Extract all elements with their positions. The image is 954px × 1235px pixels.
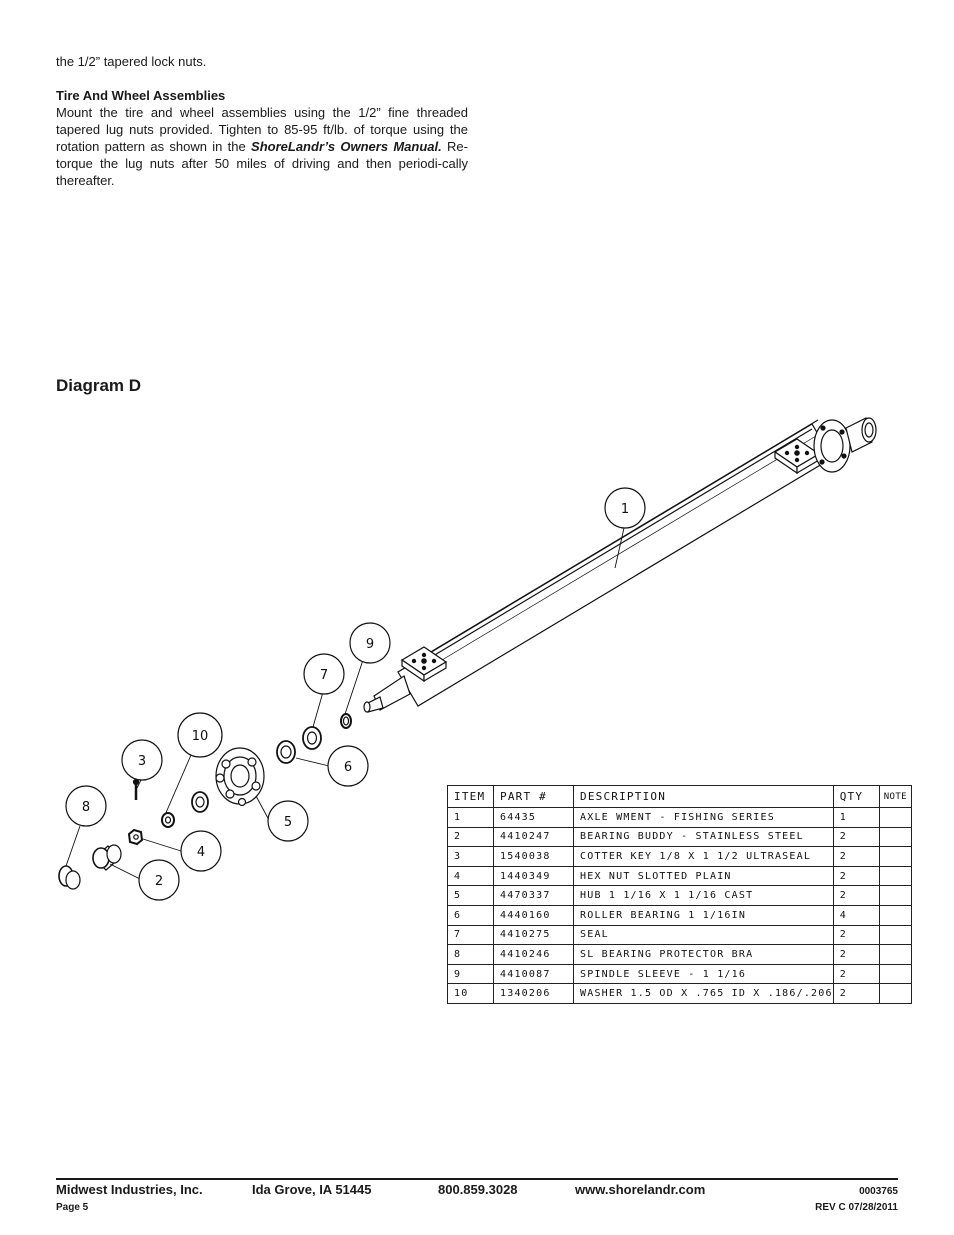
footer-page-number: Page 5 — [56, 1202, 89, 1213]
diagram-title: Diagram D — [56, 376, 142, 395]
spindle-sleeve-part — [341, 714, 351, 728]
body-text-start: Mount the tire and wheel assemblies using the 1/2” fine threaded tapered lug nuts provided. Tighten to 85-95 ft/lb. of torque using the rotation pattern as shown in the — [56, 105, 468, 154]
bearing-buddy-part — [93, 845, 121, 870]
axle-beam — [398, 420, 832, 706]
header-part-number: PART # — [494, 786, 574, 808]
cell-qty: 2 — [833, 945, 879, 965]
cell-qty: 2 — [833, 984, 879, 1004]
bearing-protector-part — [59, 866, 80, 889]
callout-label-8: 8 — [81, 800, 91, 815]
cell-description: HEX NUT SLOTTED PLAIN — [574, 866, 834, 886]
cell-note — [879, 905, 911, 925]
cell-item: 7 — [448, 925, 494, 945]
footer-phone: 800.859.3028 — [438, 1182, 518, 1197]
cell-description: AXLE WMENT - FISHING SERIES — [574, 808, 834, 828]
washer-part — [192, 792, 208, 812]
owners-manual-reference: ShoreLandr’s Owners Manual. — [251, 139, 442, 154]
cell-description: SL BEARING PROTECTOR BRA — [574, 945, 834, 965]
callout-label-1: 1 — [620, 502, 630, 517]
cell-qty: 4 — [833, 905, 879, 925]
table-row — [448, 827, 912, 847]
header-note: NOTE — [879, 786, 911, 808]
header-item: ITEM — [448, 786, 494, 808]
cell-description: SPINDLE SLEEVE - 1 1/16 — [574, 964, 834, 984]
footer-website[interactable]: www.shorelandr.com — [575, 1182, 706, 1197]
callout-label-10: 10 — [191, 729, 209, 744]
seal-part — [303, 727, 321, 749]
cell-qty: 2 — [833, 866, 879, 886]
section-heading: Tire And Wheel Assemblies — [56, 88, 226, 103]
cell-item: 4 — [448, 866, 494, 886]
cell-qty: 2 — [833, 964, 879, 984]
callout-8 — [66, 786, 106, 826]
callout-label-6: 6 — [343, 760, 353, 775]
cell-description: BEARING BUDDY - STAINLESS STEEL — [574, 827, 834, 847]
table-row — [448, 847, 912, 867]
cell-qty: 2 — [833, 925, 879, 945]
cell-note — [879, 847, 911, 867]
cell-part-number: 4410087 — [494, 964, 574, 984]
callout-1 — [605, 488, 645, 528]
cell-part-number: 4440160 — [494, 905, 574, 925]
cell-part-number: 4410275 — [494, 925, 574, 945]
section-body — [56, 104, 468, 189]
cell-item: 10 — [448, 984, 494, 1004]
footer-city: Ida Grove, IA 51445 — [252, 1182, 372, 1197]
callout-9 — [350, 623, 390, 663]
cell-description: WASHER 1.5 OD X .765 ID X .186/.206 — [574, 984, 834, 1004]
cell-qty: 2 — [833, 827, 879, 847]
callout-label-3: 3 — [137, 754, 147, 769]
body-text-end: Re-torque the lug nuts after 50 miles of driving and then periodi-cally thereafter. — [56, 139, 468, 188]
callout-7 — [304, 654, 344, 694]
cell-item: 5 — [448, 886, 494, 906]
cell-description: SEAL — [574, 925, 834, 945]
cell-part-number: 4410246 — [494, 945, 574, 965]
cell-part-number: 4470337 — [494, 886, 574, 906]
cell-part-number: 4410247 — [494, 827, 574, 847]
cell-part-number: 1440349 — [494, 866, 574, 886]
parts-list-table — [447, 785, 912, 1004]
header-qty: QTY — [833, 786, 879, 808]
cell-qty: 2 — [833, 847, 879, 867]
spindle-left — [364, 676, 410, 712]
cell-description: COTTER KEY 1/8 X 1 1/2 ULTRASEAL — [574, 847, 834, 867]
callout-4 — [181, 831, 221, 871]
table-row — [448, 866, 912, 886]
cell-note — [879, 827, 911, 847]
cell-description: ROLLER BEARING 1 1/16IN — [574, 905, 834, 925]
cell-item: 8 — [448, 945, 494, 965]
cell-note — [879, 866, 911, 886]
callout-label-2: 2 — [154, 874, 164, 889]
table-row — [448, 886, 912, 906]
footer-company: Midwest Industries, Inc. — [56, 1182, 203, 1197]
table-row — [448, 964, 912, 984]
callout-label-4: 4 — [196, 845, 206, 860]
cell-note — [879, 945, 911, 965]
footer-revision: REV C 07/28/2011 — [815, 1202, 898, 1213]
hex-nut-part — [129, 813, 174, 844]
table-row — [448, 945, 912, 965]
header-description: DESCRIPTION — [574, 786, 834, 808]
callout-5 — [268, 801, 308, 841]
roller-bearing-part — [277, 741, 295, 763]
cell-part-number: 1340206 — [494, 984, 574, 1004]
table-row — [448, 925, 912, 945]
parts-table-body — [448, 808, 912, 1004]
callout-2 — [139, 860, 179, 900]
callout-label-7: 7 — [319, 668, 329, 683]
cell-item: 2 — [448, 827, 494, 847]
table-row — [448, 808, 912, 828]
intro-lead: the 1/2” tapered lock nuts. — [56, 54, 207, 69]
intro-section — [56, 53, 468, 189]
cell-part-number: 1540038 — [494, 847, 574, 867]
cell-note — [879, 984, 911, 1004]
cell-item: 9 — [448, 964, 494, 984]
cotter-key-part — [134, 780, 139, 801]
cell-item: 3 — [448, 847, 494, 867]
callout-3 — [122, 740, 162, 780]
spindle-right — [814, 418, 876, 472]
cell-note — [879, 964, 911, 984]
callout-10 — [178, 713, 222, 757]
cell-note — [879, 808, 911, 828]
cell-item: 6 — [448, 905, 494, 925]
callout-label-9: 9 — [365, 637, 375, 652]
cell-description: HUB 1 1/16 X 1 1/16 CAST — [574, 886, 834, 906]
cell-item: 1 — [448, 808, 494, 828]
cell-qty: 1 — [833, 808, 879, 828]
footer-doc-number: 0003765 — [859, 1186, 898, 1197]
cell-part-number: 64435 — [494, 808, 574, 828]
callout-label-5: 5 — [283, 815, 293, 830]
table-row — [448, 905, 912, 925]
callout-6 — [328, 746, 368, 786]
table-row — [448, 984, 912, 1004]
table-header-row — [448, 786, 912, 808]
cell-note — [879, 886, 911, 906]
cell-qty: 2 — [833, 886, 879, 906]
cell-note — [879, 925, 911, 945]
footer-divider — [56, 1178, 898, 1180]
